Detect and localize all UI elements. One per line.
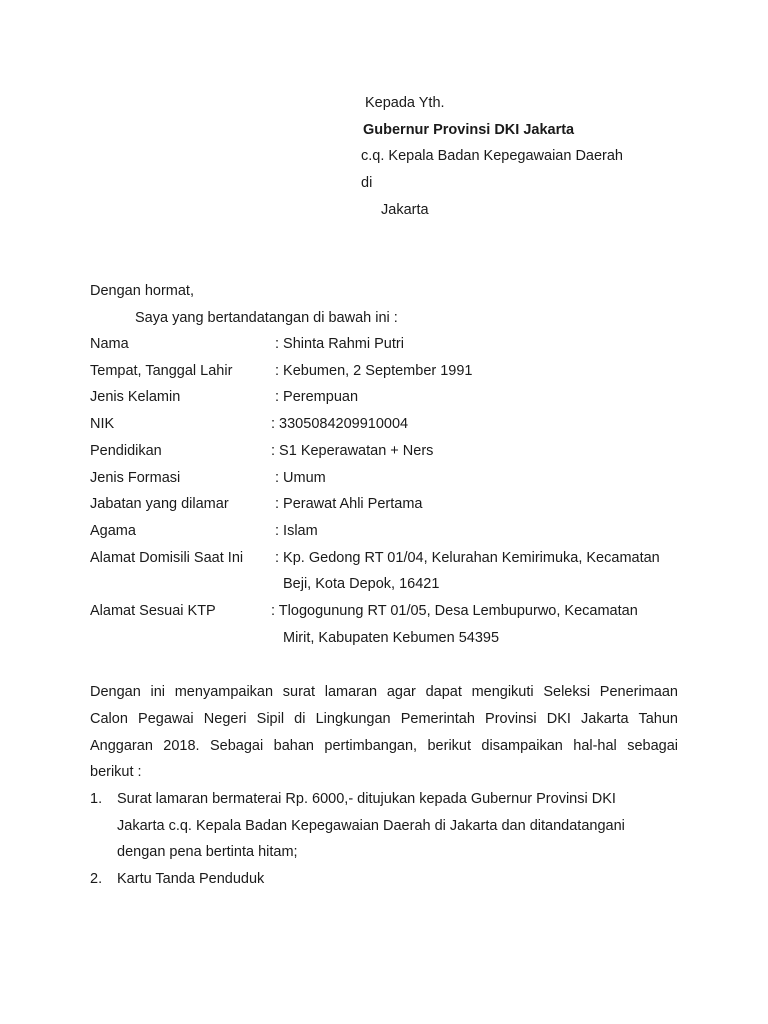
recipient-di: di <box>361 175 373 191</box>
field-value-pendidikan: : S1 Keperawatan + Ners <box>271 443 434 459</box>
field-value-ttl: : Kebumen, 2 September 1991 <box>275 363 473 379</box>
list-item-line: Surat lamaran bermaterai Rp. 6000,- ditujukan kepada Gubernur Provinsi DKI <box>117 791 616 807</box>
body-line: Dengan ini menyampaikan surat lamaran agar dapat mengikuti Seleksi Penerimaan <box>90 684 678 700</box>
field-value-alamat-domisili-cont: Beji, Kota Depok, 16421 <box>283 576 440 592</box>
list-item-line: Jakarta c.q. Kepala Badan Kepegawaian Daerah di Jakarta dan ditandatangani <box>117 818 625 834</box>
list-item-line: dengan pena bertinta hitam; <box>117 844 298 860</box>
field-value-nama: : Shinta Rahmi Putri <box>275 336 404 352</box>
field-label-nama: Nama <box>90 336 129 352</box>
field-value-alamat-ktp-cont: Mirit, Kabupaten Kebumen 54395 <box>283 630 500 646</box>
recipient-salutation: Kepada Yth. <box>365 95 445 111</box>
field-label-nik: NIK <box>90 416 115 432</box>
body-line: berikut : <box>90 764 142 780</box>
list-item-line: Kartu Tanda Penduduk <box>117 871 265 887</box>
field-label-alamat-ktp: Alamat Sesuai KTP <box>90 603 216 619</box>
greeting: Dengan hormat, <box>90 283 194 299</box>
field-label-ttl: Tempat, Tanggal Lahir <box>90 363 233 379</box>
field-label-jenis-kelamin: Jenis Kelamin <box>90 389 181 405</box>
field-value-jenis-formasi: : Umum <box>275 470 326 486</box>
field-label-alamat-domisili: Alamat Domisili Saat Ini <box>90 550 244 566</box>
intro-text: Saya yang bertandatangan di bawah ini : <box>135 310 398 326</box>
field-label-jenis-formasi: Jenis Formasi <box>90 470 181 486</box>
field-value-alamat-ktp: : Tlogogunung RT 01/05, Desa Lembupurwo, Kecamatan <box>271 603 638 619</box>
recipient-name: Gubernur Provinsi DKI Jakarta <box>363 122 575 138</box>
field-value-nik: : 3305084209910004 <box>271 416 409 432</box>
field-label-pendidikan: Pendidikan <box>90 443 162 459</box>
recipient-cq: c.q. Kepala Badan Kepegawaian Daerah <box>361 148 623 164</box>
list-number: 1. <box>90 791 103 807</box>
body-line: Calon Pegawai Negeri Sipil di Lingkungan Pemerintah Provinsi DKI Jakarta Tahun <box>90 711 678 727</box>
body-line: Anggaran 2018. Sebagai bahan pertimbangan, berikut disampaikan hal-hal sebagai <box>90 738 678 754</box>
field-label-jabatan: Jabatan yang dilamar <box>90 496 229 512</box>
field-value-alamat-domisili: : Kp. Gedong RT 01/04, Kelurahan Kemirimuka, Kecamatan <box>275 550 660 566</box>
field-label-agama: Agama <box>90 523 136 539</box>
recipient-city: Jakarta <box>381 202 429 218</box>
list-number: 2. <box>90 871 103 887</box>
field-value-jenis-kelamin: : Perempuan <box>275 389 359 405</box>
field-value-agama: : Islam <box>275 523 318 539</box>
field-value-jabatan: : Perawat Ahli Pertama <box>275 496 423 512</box>
